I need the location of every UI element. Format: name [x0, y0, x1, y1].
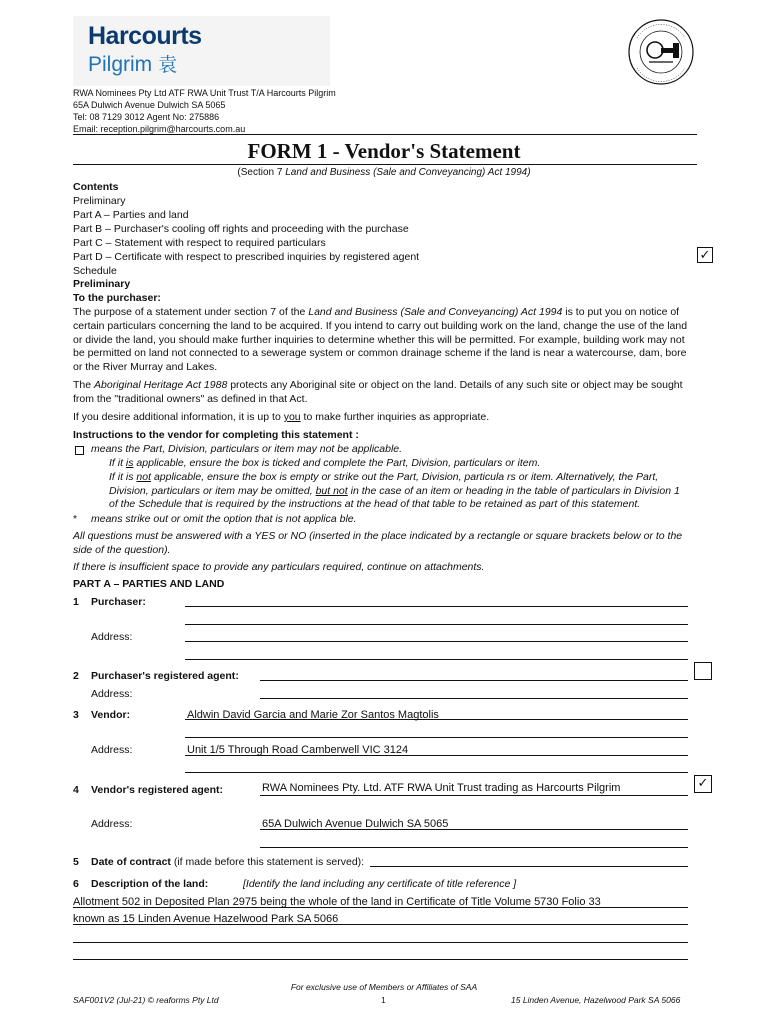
vendor-agent-address-field: [260, 829, 688, 830]
brand-logo: Harcourts: [88, 22, 202, 50]
society-seal: [627, 18, 695, 86]
vendor-address-field: [185, 755, 688, 756]
para-text: The purpose of a statement under section 7 of the: [73, 306, 309, 318]
subtitle-act: Land and Business (Sale and Conveyancing) Act 1994): [285, 167, 531, 178]
part-d-checkbox[interactable]: ✓: [697, 247, 713, 263]
land-description-line-1[interactable]: Allotment 502 in Deposited Plan 2975 being the whole of the land in Certificate of Title Volume 5730 Folio 33: [73, 896, 601, 908]
instruction-not-2: [109, 485, 680, 497]
land-field-2: [73, 924, 688, 925]
contents-item: Preliminary: [73, 195, 126, 207]
purchaser-agent-field[interactable]: [260, 680, 688, 681]
footer-exclusive: For exclusive use of Members or Affiliates of SAA: [290, 982, 478, 992]
para-text: The: [73, 379, 95, 391]
purchaser-label: Purchaser:: [91, 596, 146, 608]
land-description-label: Description of the land:: [91, 878, 209, 890]
text: If it: [109, 457, 126, 469]
contents-item: Schedule: [73, 265, 117, 277]
agency-line: 65A Dulwich Avenue Dulwich SA 5065: [73, 100, 226, 110]
text: in the case of an item or heading in the table of particulars in Division 1: [347, 485, 680, 497]
date-label-text: Date of contract: [91, 856, 171, 868]
insufficient-space-note: If there is insufficient space to provide any particulars required, continue on attachments.: [73, 561, 485, 573]
vendor-agent-label: Vendor's registered agent:: [91, 784, 224, 796]
subtitle-prefix: (Section 7: [237, 167, 286, 178]
vendor-agent-address-label: Address:: [91, 818, 133, 830]
para-text: If you desire additional information, it is up to: [73, 411, 284, 423]
text-emph: but not: [315, 485, 348, 497]
purchaser-address-field[interactable]: [185, 641, 688, 642]
brand-logo-sub: [88, 50, 177, 77]
instruction-not-3: of the Schedule that is required by the instructions at the head of that table to be retained as part of this statement.: [109, 498, 641, 510]
agency-line: RWA Nominees Pty Ltd ATF RWA Unit Trust T/A Harcourts Pilgrim: [73, 88, 336, 98]
item-number: 5: [73, 856, 79, 868]
land-field-4[interactable]: [73, 959, 688, 960]
text: applicable, ensure the box is empty or strike out the Part, Division, particula rs or item. Alternatively, the Part,: [151, 471, 659, 483]
contents-item: Part A – Parties and land: [73, 209, 189, 221]
agency-line: Email: reception.pilgrim@harcourts.com.au: [73, 124, 246, 134]
header-rule: [73, 134, 697, 135]
to-purchaser-heading: To the purchaser:: [73, 292, 161, 304]
star-instruction: means strike out or omit the option that is not applica ble.: [91, 513, 357, 525]
para-emph: you: [283, 411, 301, 423]
form-subtitle: [0, 167, 768, 178]
para-act: Aboriginal Heritage Act 1988: [94, 379, 228, 391]
agency-line: Tel: 08 7129 3012 Agent No: 275886: [73, 112, 220, 122]
footer-property-address: 15 Linden Avenue, Hazelwood Park SA 5066: [511, 995, 681, 1005]
star-symbol: *: [73, 513, 78, 525]
vendor-agent-checkbox[interactable]: ✓: [694, 775, 712, 793]
instructions-heading-text: Instructions to the vendor for completing this statement: [73, 429, 353, 441]
item-number: 3: [73, 709, 79, 721]
item-number: 6: [73, 878, 79, 890]
instruction-box: means the Part, Division, particulars or item may not be applicable.: [91, 443, 403, 455]
land-field-3[interactable]: [73, 942, 688, 943]
purchaser-agent-checkbox[interactable]: [694, 662, 712, 680]
land-description-hint: [Identify the land including any certificate of title reference ]: [243, 878, 517, 890]
all-questions-note: All questions must be answered with a YES or NO (inserted in the place indicated by a rectangle or square brackets below or to the side of the question).: [73, 530, 683, 556]
text-emph: not: [136, 471, 152, 483]
instructions-heading: Instructions to the vendor for completing this statement :: [73, 429, 359, 441]
item-number: 2: [73, 670, 79, 682]
vendor-field: [185, 719, 688, 720]
text: applicable, ensure the box is ticked and complete the Part, Division, particulars or item.: [133, 457, 541, 469]
agency-details: [73, 87, 336, 135]
text: Division, particulars or item may be omitted,: [109, 485, 316, 497]
text: If it is: [109, 471, 137, 483]
date-hint-text: (if made before this statement is served):: [170, 856, 365, 868]
vendor-address-label: Address:: [91, 744, 133, 756]
vendor-agent-field: [260, 795, 688, 796]
purchaser-agent-label: Purchaser's registered agent:: [91, 670, 239, 682]
heritage-paragraph: [73, 379, 695, 407]
item-number: 4: [73, 784, 79, 796]
vendor-agent-address-value[interactable]: 65A Dulwich Avenue Dulwich SA 5065: [262, 818, 449, 830]
preliminary-heading: Preliminary: [73, 278, 131, 290]
contents-heading: Contents: [73, 181, 119, 193]
purchaser-agent-label-text: Purchaser's registered agent: [91, 670, 236, 682]
footer-page-number: 1: [381, 995, 386, 1005]
vendor-address-value[interactable]: Unit 1/5 Through Road Camberwell VIC 3124: [187, 744, 409, 756]
para-text: to make further inquiries as appropriate.: [300, 411, 490, 423]
brand-logo-glyph: 袁: [158, 55, 178, 76]
contents-item: Part B – Purchaser's cooling off rights and proceeding with the purchase: [73, 223, 409, 235]
purchaser-field[interactable]: [185, 606, 688, 607]
land-field-1: [73, 907, 688, 908]
para-text: protects any Aboriginal site or object on the land. Details of any such site or object may be sought from the "traditional owners" as defined in that Act.: [73, 379, 683, 405]
purchaser-agent-address-label: Address:: [91, 688, 133, 700]
purchaser-address-label: Address:: [91, 631, 133, 643]
vendor-agent-value[interactable]: RWA Nominees Pty. Ltd. ATF RWA Unit Trust trading as Harcourts Pilgrim: [262, 782, 621, 794]
land-description-line-2[interactable]: known as 15 Linden Avenue Hazelwood Park SA 5066: [73, 913, 339, 925]
sample-box-icon: [75, 446, 84, 455]
purchaser-agent-address-field[interactable]: [260, 698, 688, 699]
purpose-paragraph: [73, 306, 695, 375]
vendor-address-field-2[interactable]: [185, 772, 688, 773]
additional-info: [73, 411, 489, 423]
para-text: is to put you on notice of certain particulars concerning the land to be acquired. If you intend to carry out building work on the land, change the use of the land or divide the land, you should make further inquiries to determine whether this will be permitted. For example, building work may not be permitted on land not connected to a sewerage system or common drainage scheme if the land is near a watercourse, dam, bore or the River Murray and Lakes.: [73, 306, 688, 374]
instruction-not: [109, 471, 658, 483]
vendor-name-value[interactable]: Aldwin David Garcia and Marie Zor Santos Magtolis: [187, 709, 439, 721]
date-of-contract-field[interactable]: [370, 866, 688, 867]
vendor-agent-address-field-2[interactable]: [260, 847, 688, 848]
para-act: Land and Business (Sale and Conveyancing) Act 1994: [308, 306, 563, 318]
to-purchaser-text: To the purchaser: [73, 292, 158, 304]
title-rule: [73, 164, 697, 165]
vendor-label: Vendor:: [91, 709, 131, 721]
instruction-is: [109, 457, 540, 469]
vendor-field-2[interactable]: [185, 737, 688, 738]
land-label-text: Description of the land: [91, 878, 205, 890]
part-a-heading: PART A – PARTIES AND LAND: [73, 578, 225, 590]
purchaser-field-2[interactable]: [185, 624, 688, 625]
purchaser-address-field-2[interactable]: [185, 659, 688, 660]
date-of-contract-label: [91, 856, 364, 868]
footer-form-code: SAF001V2 (Jul-21) © reaforms Pty Ltd: [73, 995, 219, 1005]
brand-logo-sub-text: Pilgrim: [88, 53, 153, 76]
text-emph: is: [125, 457, 134, 469]
contents-item: Part C – Statement with respect to required particulars: [73, 237, 326, 249]
form-title: FORM 1 - Vendor's Statement: [247, 139, 521, 163]
contents-item: Part D – Certificate with respect to prescribed inquiries by registered agent: [73, 251, 420, 263]
item-number: 1: [73, 596, 79, 608]
